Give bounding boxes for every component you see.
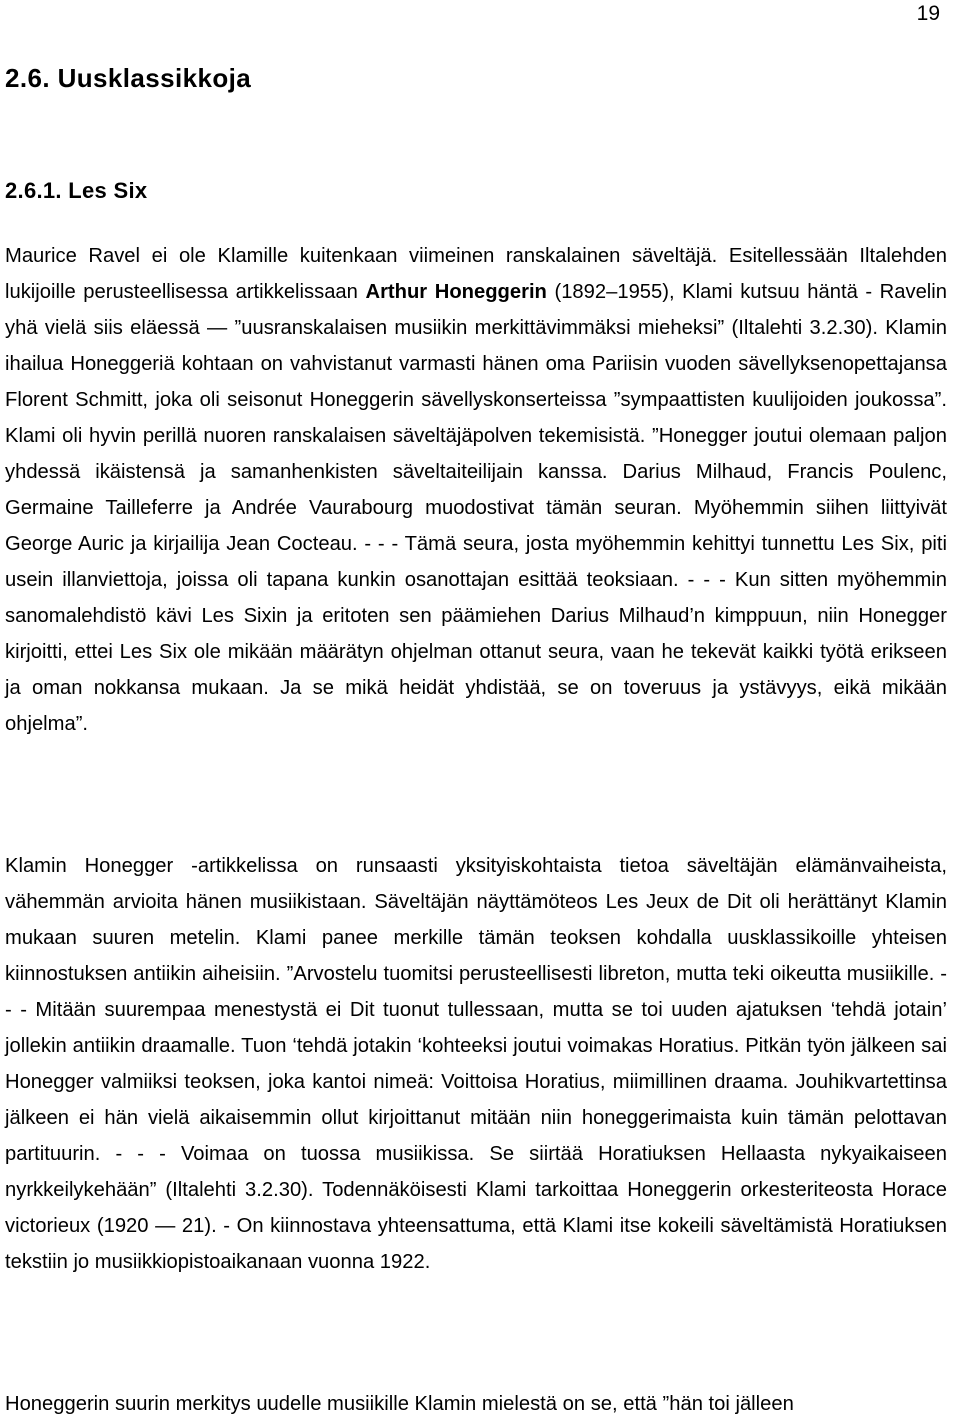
page-number: 19: [916, 2, 940, 25]
paragraph-3: Honeggerin suurin merkitys uudelle musiikille Klamin mielestä on se, että ”hän toi jälleen: [5, 1393, 794, 1415]
paragraph-1-bold-name: Arthur Honeggerin: [365, 281, 547, 303]
paragraph-2: Klamin Honegger -artikkelissa on runsaasti yksityiskohtaista tietoa säveltäjän elämänvaiheista, vähemmän arvioita hänen musiikistaan. Säveltäjän näyttämöteos Les Jeux de Dit oli herättänyt Klamin mukaan suuren metelin. Klami panee merkille tämän teoksen kohdalla uusklassikoille yhteisen kiinnostuksen antiikin aiheisiin. ”Arvostelu tuomitsi perusteellisesti libreton, mutta teki oikeutta musiikille. - - - Mitään suurempaa menestystä ei Dit tuonut tullessaan, mutta se toi uuden ajatuksen ‘tehdä jotain’ jollekin antiikin draamalle. Tuon ‘tehdä jotakin ‘kohteeksi joutui voimakas Horatius. Pitkän työn jälkeen sai Honegger valmiiksi teoksen, joka kantoi nimeä: Voittoisa Horatius, miimillinen draama. Jouhikvartettinsa jälkeen ei hän vielä aikaisemmin ollut kirjoittanut mitään niin honeggerimaista kuin tämän pelottavan partituurin. - - - Voimaa on tuossa musiikissa. Se siirtää Horatiuksen Hellaasta nykyaikaiseen nyrkkeilykehään” (Iltalehti 3.2.30). Todennäköisesti Klami tarkoittaa Honeggerin orkesteriteosta Horace victorieux (1920 — 21). - On kiinnostava yhteensattuma, että Klami itse kokeili säveltämistä Horatiuksen tekstiin jo musiikkiopistoaikanaan vuonna 1922.: [5, 855, 947, 1273]
paragraph-1-text-a: Maurice Ravel ei ole Klamille kuitenkaan viimeinen ranskalainen säveltäjä. Esitellessään Iltalehden lukijoille perusteellisessa artikkelissaan: [5, 245, 947, 303]
paragraph-1: [5, 238, 947, 742]
paragraph-1-text-b: (1892–1955), Klami kutsuu häntä - Ravelin yhä vielä siis eläessä — ”uusranskalaisen musiikin merkittävimmäksi mieheksi” (Iltalehti 3.2.30). Klamin ihailua Honeggeriä kohtaan on vahvistanut varmasti hänen oma Pariisin vuoden sävellyksenopettajansa Florent Schmitt, joka oli seisonut Honeggerin sävellyskonserteissa ”sympaattisten kuulijoiden joukossa”. Klami oli hyvin perillä nuoren ranskalaisen säveltäjäpolven tekemisistä. ”Honegger joutui olemaan paljon yhdessä ikäistensä ja samanhenkisten säveltaiteilijain kanssa. Darius Milhaud, Francis Poulenc, Germaine Tailleferre ja Andrée Vaurabourg muodostivat tämän seuran. Myöhemmin siihen liittyivät George Auric ja kirjailija Jean Cocteau. - - - Tämä seura, josta myöhemmin kehittyi tunnettu Les Six, piti usein illanviettoja, joissa oli tapana kunkin osanottajan esittää teoksiaan. - - - Kun sitten myöhemmin sanomalehdistö kävi Les Sixin ja eritoten sen päämiehen Darius Milhaud’n kimppuun, niin Honegger kirjoitti, ettei Les Six ole mikään määrätyn ohjelman ottanut seura, vaan he tekevät kaikki työtä erikseen ja oman nokkansa mukaan. Ja se mikä heidät yhdistää, se on toveruus ja ystävyys, eikä mikään ohjelma”.: [5, 281, 947, 735]
subsection-heading: 2.6.1. Les Six: [5, 178, 148, 203]
section-heading: 2.6. Uusklassikkoja: [5, 63, 252, 93]
